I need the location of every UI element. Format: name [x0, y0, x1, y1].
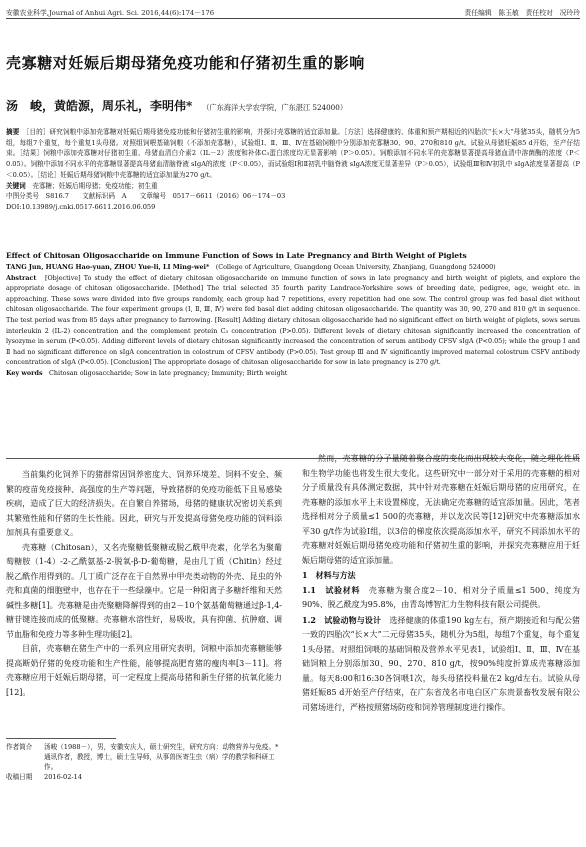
keywords-label: 关键词: [6, 181, 26, 190]
author-names: 汤 峻，黄皓源，周乐礼，李明伟*: [6, 99, 193, 113]
subsection-1-2: [302, 613, 580, 716]
subsection-1-1: [302, 583, 580, 613]
subsection-heading: 1.2 试验动物与设计: [302, 614, 382, 625]
journal-citation: 安徽农业科学,Journal of Anhui Agri. Sci. 2016,44(6):174－176: [6, 9, 215, 17]
paragraph: 当前集约化饲养下的猪群常因饲养密度大、饲养环境差、饲料不安全、频繁的疫苗免疫接种、高强度的生产等问题，导致猪群的免疫功能低下且易感染疾病，造成了巨大的经济损失。在自繁自养猪场，母猪的健康状况密切关系到其繁殖性能和仔猪的生长性能。因此，研究与开发提高母猪免疫功能的饲料添加剂具有重要意义。: [6, 470, 282, 537]
received-text: 2016-02-14: [44, 773, 83, 781]
author-line: [6, 97, 347, 114]
english-title: Effect of Chitosan Oligosaccharide on Immune Function of Sows in Late Pregnancy and Birth Weight of Piglets: [6, 251, 467, 260]
paper-title: 壳寡糖对妊娠后期母猪免疫功能和仔猪初生重的影响: [6, 54, 365, 72]
article-number: 文章编号 0517－6611（2016）06－174－03: [139, 192, 286, 201]
received-label: 收稿日期: [6, 773, 33, 781]
english-affiliation: (College of Agriculture, Guangdong Ocean University, Zhanjiang, Guangdong 524000): [215, 263, 496, 271]
body-right-column: [302, 452, 580, 715]
subsection-text: 选择健康的体重190 kg左右，预产期接近和与配公猪一致的四胎次“长×大”二元母猪35头，随机分为5组，每组7个重复，每个重复1头母猪。对照组饲喂的基础饲粮及营养水平见表1，试验组Ⅰ、Ⅱ、Ⅲ、Ⅳ在基础饲粮上分别添加30、90、270、810 g/t，按90%纯度折算成壳寡糖添加量。每天8:00和16:30各饲喂1次，每头母猪投料量在2 kg/d左右。试验从母猪妊娠85 d开始至产仔结束，在广东省茂名市电白区广东贵景畜牧发展有限公司猪场进行，严格按照猪场防疫和饲养管理制度进行操作。: [302, 615, 581, 712]
chinese-abstract: [6, 127, 580, 213]
abstract-label: 摘要: [6, 128, 20, 136]
english-abstract-text: [Objective] To study the effect of dietary chitosan oligosaccharide on immune function of sows in late pregnancy and birth weight of piglets, and explore the appropriate dosage of chitosan oligosaccharide. [Method] The trial selected 35 fourth parity Landrace-Yorkshire sows of breeding date, pedigree, age, weight etc. in approaching. These sows were divided into five groups randomly, each group had 7 repetitions, every repetition had one sow. The control group was fed basal diet without chitosan oligosaccharide. The four experiment groups (Ⅰ, Ⅱ, Ⅲ, Ⅳ) were fed basal diet adding chitosan oligosaccharide. The quantity was 30, 90, 270 and 810 g/t in sequence. The test period was from 85 days after pregnancy to farrowing. [Result] Adding dietary chitosan oligosaccharide had no significant effect on birth weight of piglets, sows serum interleukin 2 (IL-2) concentration and the complement protein C₃ concentration (P>0.05). Different levels of dietary chitosan significantly increased the concentration of lysozyme in serum (P<0.05). Adding different levels of dietary chitosan significantly increased the concentration of serum antibody CFSV sIgA (P<0.05); while the group Ⅰ and Ⅱ had no significant difference on sIgA concentration in colostrum of CFSV antibody (P>0.05). Test group Ⅲ and Ⅳ significantly improved maternal colostrum CSFV antibody concentration of sIgA (P<0.05). [Conclusion] The appropriate dosage of chitosan oligosaccharide for sow in late pregnancy is 270 g/t.: [6, 273, 581, 367]
doi: DOI:10.13989/j.cnki.0517-6611.2016.06.059: [6, 202, 156, 211]
english-abstract-label: Abstract: [6, 273, 37, 282]
clc-number: 中图分类号 S816.7: [6, 192, 69, 201]
footnote-divider: [6, 738, 116, 739]
paragraph: 目前，壳寡糖在猪生产中的一系列应用研究表明，饲粮中添加壳寡糖能够提高断奶仔猪的免疫功能和生产性能，能够提高肥育猪的瘦肉率[3－11]。将壳寡糖应用于妊娠后期母猪，可一定程度上提高母猪和新生仔猪的抗氧化能力[12]。: [6, 644, 282, 697]
author-bio-label: 作者简介: [6, 743, 33, 751]
author-bio-text: 汤峻（1988－），男，安徽安庆人，硕士研究生，研究方向：动物营养与免疫。* 通讯作者，教授，博士，硕士生导师，从事兽医寄生虫（病）学的教学和科研工作。: [44, 743, 279, 771]
paragraph: 然而，壳寡糖的分子量随着聚合度的变化而出现较大变化，随之理化性质和生物学功能也将发生很大变化。这些研究中一部分对于采用的壳寡糖的相对分子质量没有具体测定数据，其中针对壳寡糖在妊娠后期母猪的应用研究，在壳寡糖的添加水平上未设置梯度，无法确定壳寡糖的适宜添加量。因此，笔者选择相对分子质量≤1 500的壳寡糖，并以龙次民等[12]研究中壳寡糖添加水平30 g/t作为试验Ⅰ组，以3倍的梯度依次提高添加水平，研究不同添加水平的壳寡糖对妊娠后期母猪免疫功能和仔猪初生重的影响，并探究壳寡糖应用于妊娠后期母猪的适宜添加量。: [302, 454, 580, 565]
subsection-text: 壳寡糖为聚合度2－10、相对分子质量≤1 500、纯度为90%、脱乙酰度为95.8%，由青岛博智汇力生物科技有限公司提供。: [302, 585, 581, 609]
received-date: [6, 772, 282, 782]
english-keywords-text: Chitosan oligosaccharide; Sow in late pregnancy; Immunity; Birth weight: [49, 368, 288, 377]
english-keywords-label: Key words: [6, 368, 43, 377]
abstract-text: ［目的］研究饲粮中添加壳寡糖对妊娠后期母猪免疫功能和仔猪初生重的影响，并探讨壳寡糖的适宜添加量。［方法］选择健康的、体重和预产期相近的四胎次“长×大”母猪35头，随机分为5组，每组7个重复，每个重复1头母猪。对照组饲喂基础饲粮（不添加壳寡糖），试验组Ⅰ、Ⅱ、Ⅲ、Ⅳ在基础饲粮中分别添加壳寡糖30、90、270和810 g/t。试验从母猪妊娠85 d开始，至产仔结束。［结果］饲粮中添加壳寡糖对仔猪初生重、母猪血清白介素2（IL－2）浓度和补体C₃蛋白浓度均无显著影响（P＞0.05）。饲粮添加不同水平的壳寡糖显著提高母猪血清中溶菌酶的浓度（P＜0.05）。饲粮中添加不同水平的壳寡糖显著提高母猪血清脑脊液 sIgA的浓度（P＜0.05），而试验组Ⅰ和Ⅱ初乳中脑脊液 sIgA浓度无显著差异（P＞0.05），试验组Ⅲ和Ⅳ初乳中 sIgA浓度显著提高（P＜0.05）。［结论］妊娠后期母猪饲粮中壳寡糖的适宜添加量为270 g/t。: [6, 128, 581, 179]
document-code: 文献标识码 A: [82, 192, 127, 201]
english-authors: TANG Jun, HUANG Hao-yuan, ZHOU Yue-li, LI Ming-wei*: [6, 263, 210, 271]
footnotes: [6, 742, 282, 782]
keywords-text: 壳寡糖；妊娠后期母猪；免疫功能；初生重: [32, 181, 158, 190]
section-heading: 1 材料与方法: [302, 570, 356, 580]
running-header: [6, 6, 580, 19]
subsection-heading: 1.1 试验材料: [302, 584, 361, 595]
editor-credits: 责任编辑 陈玉敏 责任校对 况玲玲: [464, 9, 580, 17]
paragraph: 壳寡糖（Chitosan），又名壳聚糖低聚糖或脱乙酰甲壳素，化学名为聚葡萄糖胺（1-4）-2-乙酰氨基-2-脱氧-β-D-葡萄糖，是由几丁质（Chitin）经过脱乙酰作用得到的。几丁质广泛存在于自然界中甲壳类动物的外壳、昆虫的外壳和真菌的细胞壁中，也存在于一些绿藻中。它是一种阳离子多糖纤维和天然碱性多糖[1]。壳寡糖是由壳聚糖降解得到的由2－10个氨基葡萄糖通过β-1,4-糖苷键连接而成的低聚糖。壳寡糖水溶性好，易吸收，具有抑菌、抗肿瘤、调节血脂和免疫力等多种生理功能[2]。: [6, 542, 282, 639]
english-abstract: [6, 262, 580, 379]
body-left-column: [6, 468, 282, 700]
author-affiliation: （广东海洋大学农学院，广东湛江 524000）: [202, 103, 348, 112]
author-bio: [6, 742, 282, 772]
